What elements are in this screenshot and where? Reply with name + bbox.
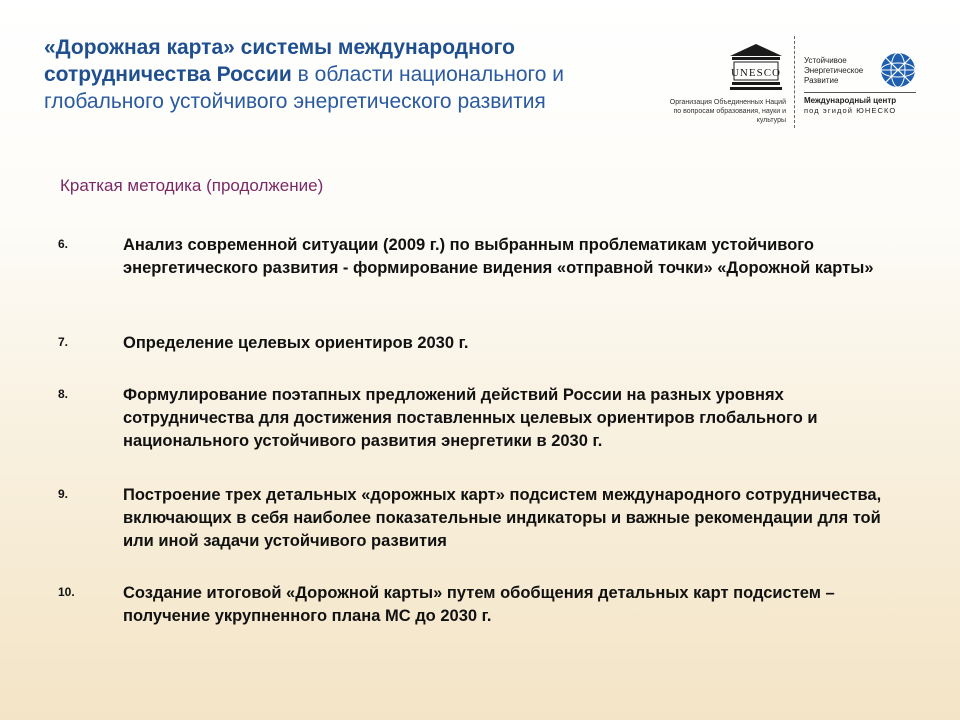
logo-divider bbox=[794, 36, 795, 128]
unesco-logo bbox=[726, 42, 786, 94]
center-name: Международный центр bbox=[804, 96, 897, 105]
slide-title-rest: в области национального и глобального устойчивого энергетического развития bbox=[44, 63, 564, 113]
list-item-text: Формулирование поэтапных предложений действий России на разных уровнях сотрудничества для достижения поставленных целевых ориентиров глобального и национального устойчивого развития энергетики в 2030 г. bbox=[123, 386, 818, 450]
list-item-number: 10. bbox=[58, 585, 75, 599]
list-item-number: 6. bbox=[58, 237, 69, 251]
list-item-text: Создание итоговой «Дорожной карты» путем обобщения детальных карт подсистем – получение укрупненного плана МС до 2030 г. bbox=[123, 584, 835, 625]
slide-title-bold: «Дорожная карта» системы международного сотрудничества России bbox=[44, 36, 515, 86]
unesco-caption: Организация Объединенных Наций по вопросам образования, науки и культуры bbox=[669, 99, 786, 124]
logo-area bbox=[668, 36, 928, 131]
sed-title: Устойчивое Энергетическое Развитие bbox=[804, 56, 864, 85]
list-item-text: Определение целевых ориентиров 2030 г. bbox=[123, 334, 469, 352]
list-item-number: 8. bbox=[58, 387, 69, 401]
section-subtitle: Краткая методика (продолжение) bbox=[60, 176, 324, 195]
list-item-text: Построение трех детальных «дорожных карт» подсистем международного сотрудничества, включающих в себя наиболее показательные индикаторы и важные рекомендации для той или иной задачи устойчивого развития bbox=[123, 486, 882, 550]
slide-title bbox=[44, 34, 664, 115]
globe-icon bbox=[878, 50, 918, 90]
list-item-text: Анализ современной ситуации (2009 г.) по выбранным проблематикам устойчивого энергетического развития - формирование видения «отправной точки» «Дорожной карты» bbox=[123, 236, 874, 277]
list-item-number: 7. bbox=[58, 335, 69, 349]
list-item-number: 9. bbox=[58, 487, 69, 501]
unesco-wordmark: UNESCO bbox=[730, 67, 782, 79]
center-subtitle: под эгидой ЮНЕСКО bbox=[804, 106, 897, 115]
sed-separator bbox=[804, 92, 916, 93]
